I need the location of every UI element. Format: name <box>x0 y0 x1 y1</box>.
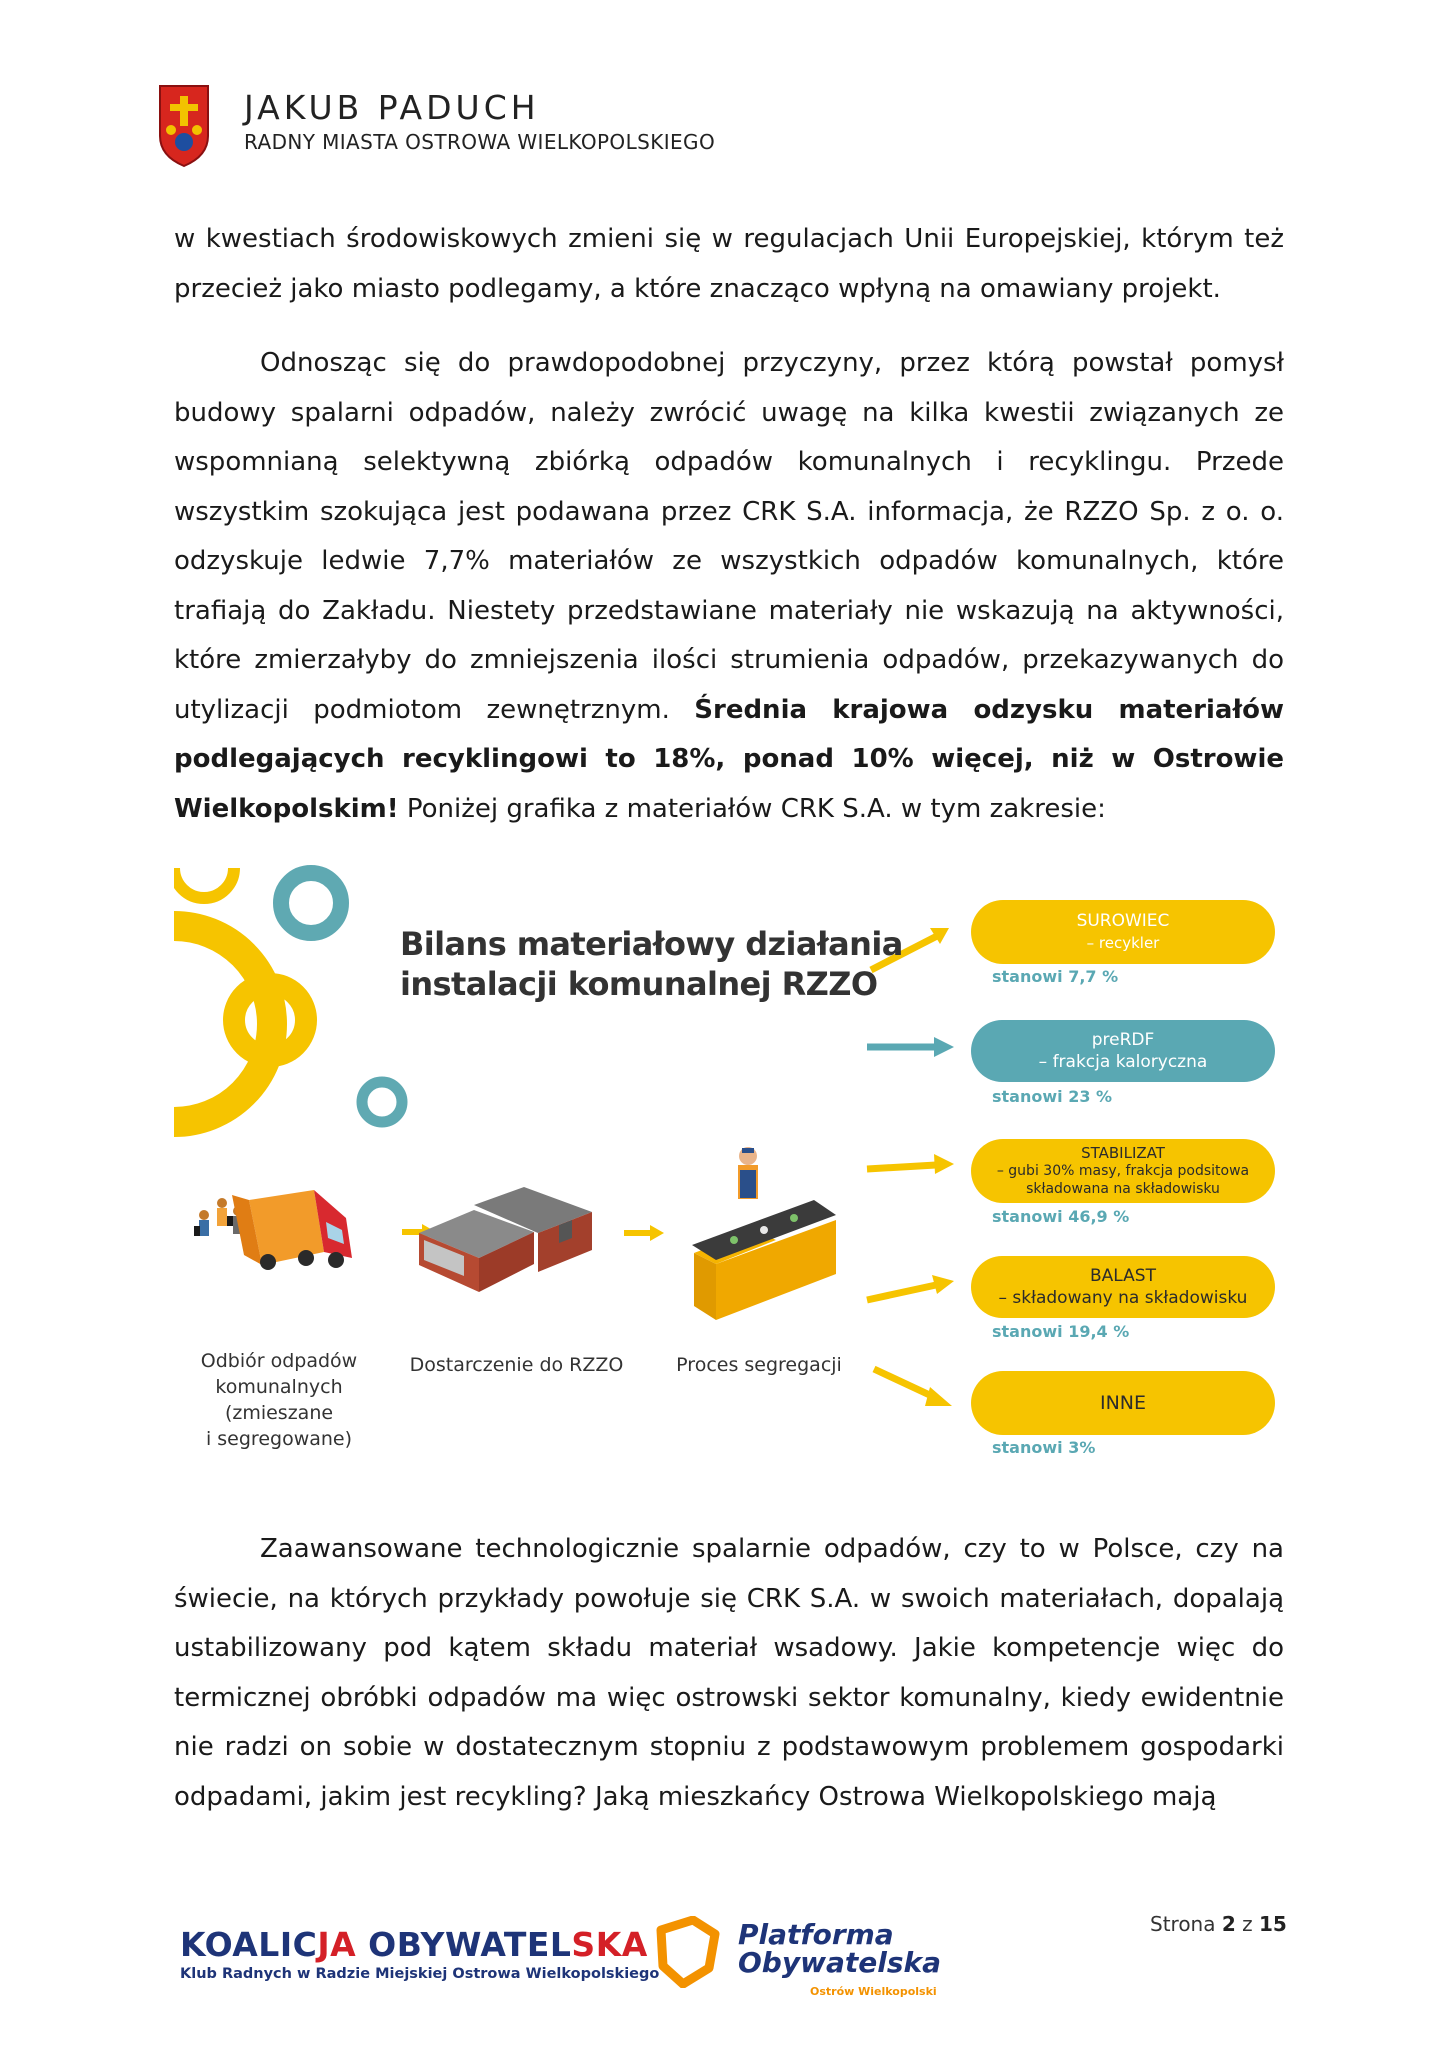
output-stabilizat <box>971 1139 1275 1203</box>
paragraph-1-text: w kwestiach środowiskowych zmieni się w regulacjach Unii Europejskiej, którym też przecież jako miasto podlegamy, a które znacząco wpłyną na omawiany projekt. <box>174 224 1284 304</box>
output-stabilizat-desc: – gubi 30% masy, frakcja podsitowa <box>996 1163 1250 1179</box>
output-prerdf-label: preRDF <box>1091 1030 1155 1050</box>
output-stabilizat-label: STABILIZAT <box>1081 1144 1165 1162</box>
stage-collection-line-1: Odbiór odpadów <box>200 1350 358 1372</box>
po-name-line-2: Obywatelska <box>738 1946 942 1979</box>
output-surowiec-label: SUROWIEC <box>1076 911 1170 931</box>
output-surowiec <box>971 900 1275 964</box>
page-total: 15 <box>1259 1912 1287 1936</box>
paragraph-2-end: Poniżej grafika z materiałów CRK S.A. w tym zakresie: <box>398 793 1106 824</box>
factory-building-icon <box>419 1187 592 1292</box>
document-header <box>158 84 858 174</box>
paragraph-3-text: Zaawansowane technologicznie spalarnie odpadów, czy to w Polsce, czy na świecie, na których przykłady powołuje się CRK S.A. w swoich materiałach, dopalają ustabilizowany pod kątem składu materiał wsadowy. Jakie kompetencje więc do termicznej obróbki odpadów ma więc ostrowski sektor komunalny, kiedy ewidentnie nie radzi on sobie w dostatecznym stopniu z podstawowym problemem gospodarki odpadami, jakim jest recykling? Jaką mieszkańcy Ostrowa Wielkopolskiego mają <box>174 1534 1284 1812</box>
koalicja-obywatelska-logo <box>180 1925 648 1964</box>
arrow-to-prerdf <box>867 1037 954 1057</box>
stage-collection-label <box>194 1348 364 1452</box>
output-balast-desc: – składowany na składowisku <box>998 1288 1248 1308</box>
output-prerdf <box>971 1020 1275 1082</box>
paragraph-1 <box>174 215 1284 314</box>
page-current: 2 <box>1221 1912 1236 1936</box>
arrow-stage-2-3 <box>624 1225 664 1241</box>
platforma-obywatelska-name <box>738 1918 942 1979</box>
stage-collection-line-4: i segregowane) <box>205 1428 353 1450</box>
decor-arc-large <box>174 926 272 1122</box>
output-stabilizat-desc-2: składowana na składowisku <box>1026 1181 1220 1197</box>
infographic-title <box>400 924 903 1004</box>
platforma-obywatelska-logo-icon <box>653 1916 723 1988</box>
stage-collection-line-2: komunalnych <box>215 1376 343 1398</box>
ko-logo-part-3: OBYWATEL <box>356 1925 572 1964</box>
output-surowiec-desc: – recykler <box>1086 934 1160 952</box>
koalicja-subtitle: Klub Radnych w Radzie Miejskiej Ostrowa Wielkopolskiego <box>180 1966 660 1982</box>
infographic-title-line-2: instalacji komunalnej RZZO <box>400 965 878 1003</box>
output-balast-share: stanowi 19,4 % <box>992 1322 1130 1341</box>
platforma-subtitle: Ostrów Wielkopolski <box>810 1985 937 1998</box>
output-inne-share: stanowi 3% <box>992 1438 1096 1457</box>
material-balance-infographic <box>174 860 1284 1460</box>
output-balast-label: BALAST <box>1090 1266 1156 1286</box>
author-role: RADNY MIASTA OSTROWA WIELKOPOLSKIEGO <box>244 130 716 154</box>
decor-ring-teal <box>281 873 341 933</box>
po-name-line-1: Platforma <box>738 1918 894 1951</box>
paragraph-2-text: Odnosząc się do prawdopodobnej przyczyny, przez którą powstał pomysł budowy spalarni odpadów, należy zwrócić uwagę na kilka kwestii związanych ze wspomnianą selektywną zbiórką odpadów komunalnych i recyklingu. Przede wszystkim szokująca jest podawana przez CRK S.A. informacja, że RZZO Sp. z o. o. odzyskuje ledwie 7,7% materiałów ze wszystkich odpadów komunalnych, które trafiają do Zakładu. Niestety przedstawiane materiały nie wskazują na aktywności, które zmierzałyby do zmniejszenia ilości strumienia odpadów, przekazywanych do utylizacji podmiotom zewnętrznym. <box>174 348 1284 725</box>
output-inne <box>971 1371 1275 1435</box>
stage-delivery-label: Dostarczenie do RZZO <box>409 1354 624 1376</box>
ko-logo-part-1: KOALIC <box>180 1925 318 1964</box>
author-name: JAKUB PADUCH <box>244 88 540 127</box>
paragraph-2 <box>174 339 1284 834</box>
paragraph-3 <box>174 1525 1284 1822</box>
page-prefix: Strona <box>1150 1912 1222 1936</box>
output-balast <box>971 1256 1275 1318</box>
output-inne-label: INNE <box>1099 1392 1147 1414</box>
output-surowiec-share: stanowi 7,7 % <box>992 967 1119 986</box>
arrow-to-inne <box>874 1369 952 1406</box>
city-crest-icon <box>158 84 210 168</box>
page-sep: z <box>1235 1912 1259 1936</box>
ko-logo-part-4: SKA <box>571 1925 648 1964</box>
output-prerdf-desc: – frakcja kaloryczna <box>1038 1052 1208 1072</box>
garbage-truck-icon <box>232 1190 352 1270</box>
output-prerdf-share: stanowi 23 % <box>992 1087 1113 1106</box>
sorting-station-icon <box>692 1147 836 1320</box>
decor-ring-teal-small <box>362 1082 402 1122</box>
decor-arc-small <box>174 868 234 898</box>
arrow-to-balast <box>867 1275 954 1300</box>
ko-logo-part-2: JA <box>317 1925 357 1964</box>
arrow-to-stabilizat <box>867 1154 954 1174</box>
stage-collection-line-3: (zmieszane <box>224 1402 334 1424</box>
infographic-title-line-1: Bilans materiałowy działania <box>400 925 903 963</box>
paragraph-2-bold: Średnia krajowa odzysku materiałów podlegających recyklingowi to 18%, ponad 10% więcej, niż w Ostrowie Wielkopolskim! <box>174 694 1284 824</box>
stage-sorting-label: Proces segregacji <box>676 1354 842 1376</box>
output-stabilizat-share: stanowi 46,9 % <box>992 1207 1130 1226</box>
page-number <box>1150 1912 1287 1936</box>
